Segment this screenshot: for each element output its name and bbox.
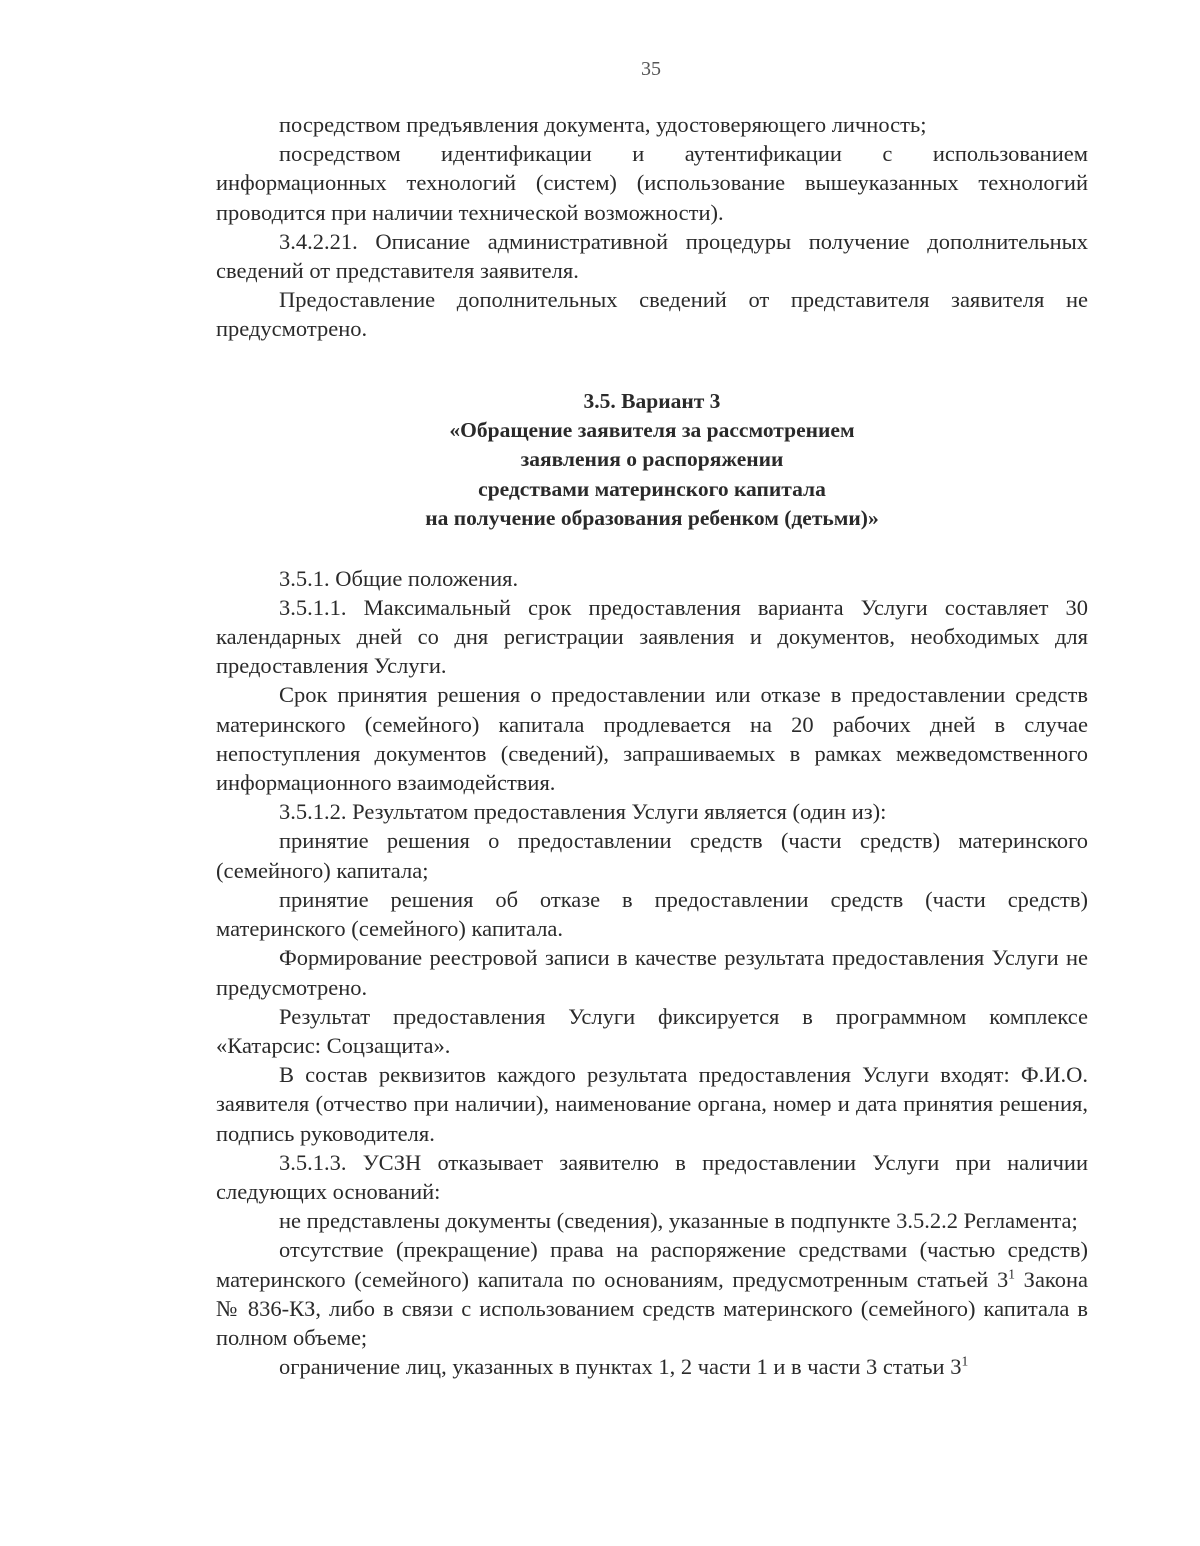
paragraph: В состав реквизитов каждого результата предоставления Услуги входят: Ф.И.О. заявителя (отчество при наличии), наименование органа, номер и дата принятия решения, подпись руководителя. <box>216 1062 1088 1146</box>
paragraph: 3.5.1.1. Максимальный срок предоставления варианта Услуги составляет 30 календарных дней со дня регистрации заявления и документов, необходимых для предоставления Услуги. <box>216 594 1088 679</box>
text-span: отсутствие (прекращение) права на распоряжение средствами (частью средств) материнского (семейного) капитала по основаниям, предусмотренным статьей 3 <box>216 1237 1088 1292</box>
heading-line: «Обращение заявителя за рассмотрением <box>449 418 855 443</box>
paragraph: 3.5.1.3. УСЗН отказывает заявителю в предоставлении Услуги при наличии следующих оснований: <box>216 1149 1088 1204</box>
superscript: 1 <box>1008 1266 1016 1282</box>
heading-line: средствами материнского капитала <box>478 476 826 501</box>
paragraph: принятие решения о предоставлении средств (части средств) материнского (семейного) капитала; <box>216 828 1088 883</box>
paragraph-last <box>216 1352 1088 1381</box>
section-heading <box>216 387 1088 534</box>
paragraph: Результат предоставления Услуги фиксируется в программном комплексе «Катарсис: Соцзащита». <box>216 1003 1088 1058</box>
superscript: 1 <box>961 1353 969 1369</box>
paragraph: посредством идентификации и аутентификации с использованием информационных технологий (систем) (использование вышеуказанных технологий проводится при наличии технической возможности). <box>216 141 1088 225</box>
heading-line: заявления о распоряжении <box>520 447 784 472</box>
paragraph: принятие решения об отказе в предоставлении средств (части средств) материнского (семейного) капитала. <box>216 886 1088 942</box>
text-span: Закона № 836-КЗ, либо в связи с использованием средств материнского (семейного) капитала в полном объеме; <box>216 1266 1088 1350</box>
heading-line: на получение образования ребенком (детьми)» <box>425 506 879 531</box>
paragraph: Формирование реестровой записи в качестве результата предоставления Услуги не предусмотрено. <box>216 945 1088 1000</box>
paragraph: посредством предъявления документа, удостоверяющего личность; <box>279 112 927 137</box>
page-number: 35 <box>641 58 661 80</box>
paragraph: 3.5.1. Общие положения. <box>279 565 519 591</box>
paragraph: Предоставление дополнительных сведений от представителя заявителя не предусмотрено. <box>216 287 1088 342</box>
paragraph: не представлены документы (сведения), указанные в подпункте 3.5.2.2 Регламента; <box>279 1208 1078 1234</box>
document-body <box>216 110 1088 1381</box>
heading-line: 3.5. Вариант 3 <box>583 388 721 413</box>
paragraph: Срок принятия решения о предоставлении или отказе в предоставлении средств материнского (семейного) капитала продлевается на 20 рабочих дней в случае непоступления документов (сведений), запрашиваемых в рамках межведомственного информационного взаимодействия. <box>216 682 1088 796</box>
paragraph: 3.4.2.21. Описание административной процедуры получение дополнительных сведений от представителя заявителя. <box>216 228 1088 284</box>
paragraph: 3.5.1.2. Результатом предоставления Услуги является (один из): <box>279 799 887 825</box>
paragraph-law-reference <box>216 1235 1088 1352</box>
text-span: ограничение лиц, указанных в пунктах 1, 2 части 1 и в части 3 статьи 3 <box>279 1354 962 1380</box>
